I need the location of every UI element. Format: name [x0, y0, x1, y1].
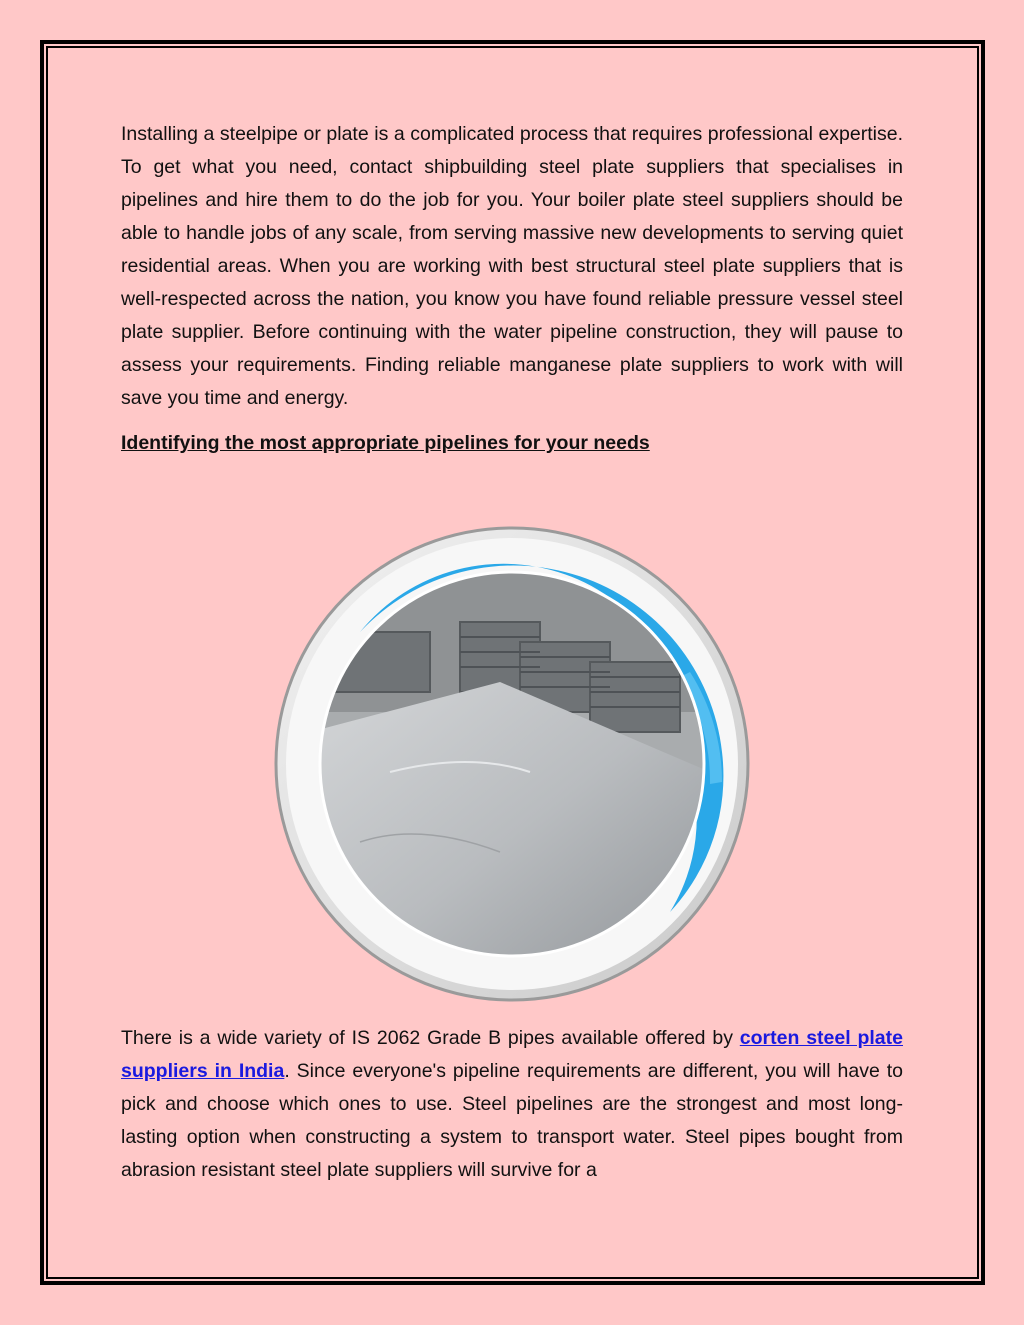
variety-paragraph-end: . Since everyone's pipeline requirements are different, you will have to pick and choose which ones to use. Steel pipelines are the strongest and most long-lasting option when constructing a system to transport water. Steel pipes bought from abrasion resistant steel plate suppliers will survive for a: [121, 1060, 903, 1181]
main-content: [121, 118, 903, 460]
steel-plates-image: [270, 522, 754, 1006]
variety-paragraph-start: There is a wide variety of IS 2062 Grade B pipes available offered by: [121, 1027, 740, 1049]
intro-paragraph: Installing a steelpipe or plate is a complicated process that requires professional expertise. To get what you need, contact shipbuilding steel plate suppliers that specialises in pipelines and hire them to do the job for you. Your boiler plate steel suppliers should be able to handle jobs of any scale, from serving massive new developments to serving quiet residential areas. When you are working with best structural steel plate suppliers that is well-respected across the nation, you know you have found reliable pressure vessel steel plate supplier. Before continuing with the water pipeline construction, they will pause to assess your requirements. Finding reliable manganese plate suppliers to work with will save you time and energy.: [121, 123, 903, 409]
corten-steel-link[interactable]: corten steel plate suppliers in India: [121, 1027, 903, 1082]
variety-paragraph: [121, 1022, 903, 1187]
section-heading: Identifying the most appropriate pipelines for your needs: [121, 432, 650, 454]
steel-plates-illustration: [270, 522, 754, 1006]
